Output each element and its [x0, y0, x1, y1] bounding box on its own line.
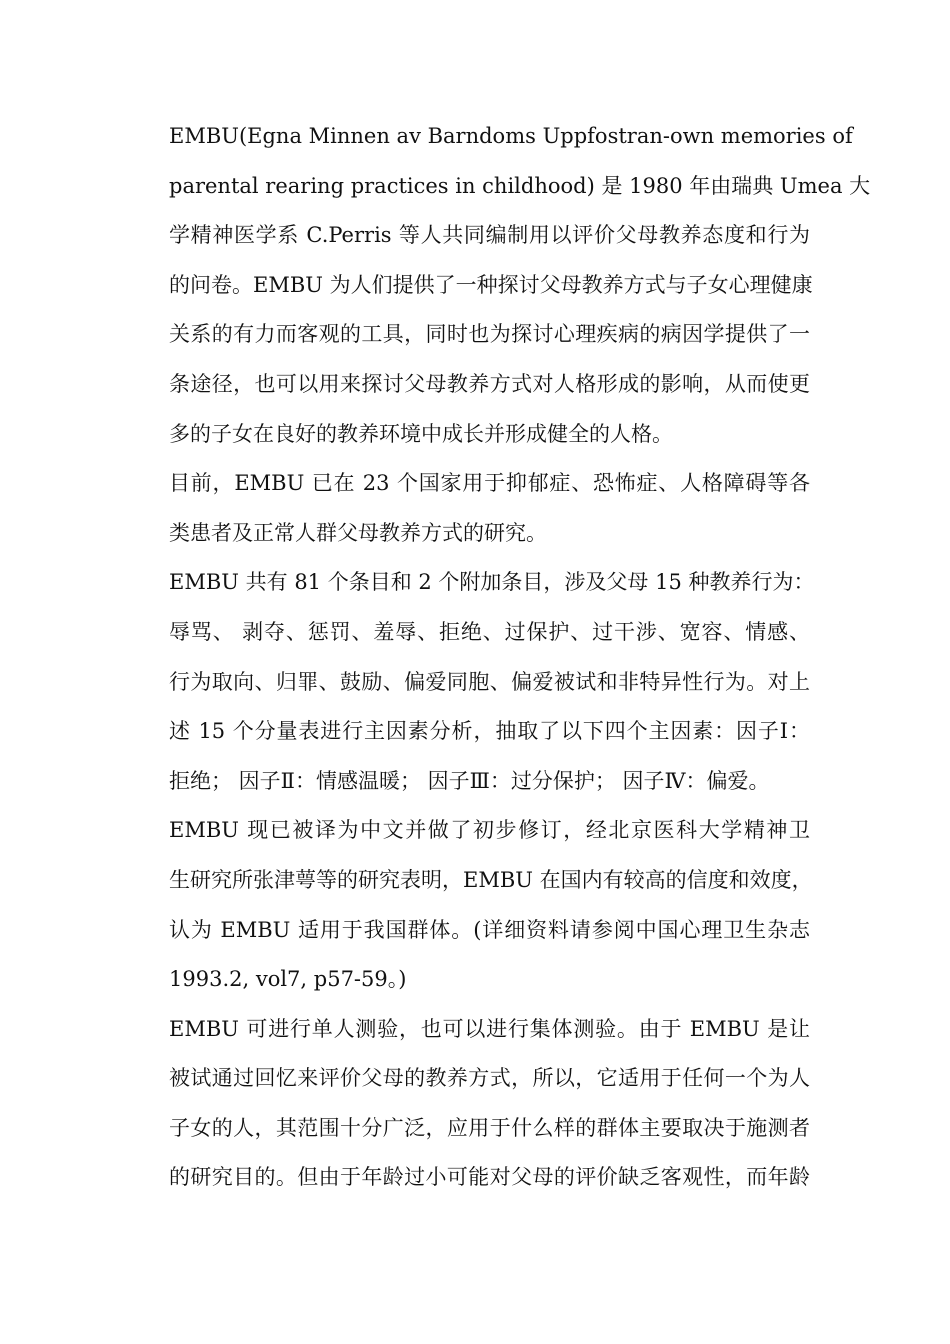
text-line: 生研究所张津萼等的研究表明，EMBU 在国内有较高的信度和效度，: [169, 867, 813, 892]
text-line: 认为 EMBU 适用于我国群体。(详细资料请参阅中国心理卫生杂志: [169, 917, 810, 942]
paragraph-items-factors: [145, 558, 815, 806]
text-line: 辱骂、 剥夺、惩罚、羞辱、拒绝、过保护、过干涉、宽容、情感、: [169, 619, 810, 644]
text-line: 行为取向、归罪、鼓励、偏爱同胞、偏爱被试和非特异性行为。对上: [169, 669, 810, 694]
text-line: EMBU 共有 81 个条目和 2 个附加条目，涉及父母 15 种教养行为：: [169, 570, 815, 595]
text-line: parental rearing practices in childhood) 是 1980 年由瑞典 Umea 大: [169, 173, 871, 198]
text-line: 拒绝； 因子Ⅱ：情感温暖； 因子Ⅲ：过分保护； 因子Ⅳ：偏爱。: [169, 768, 770, 793]
text-line: 的研究目的。但由于年龄过小可能对父母的评价缺乏客观性，而年龄: [169, 1165, 810, 1190]
text-line: 述 15 个分量表进行主因素分析，抽取了以下四个主因素：因子Ⅰ：: [169, 719, 810, 744]
paragraph-chinese-revision: [145, 806, 813, 1004]
text-line: 被试通过回忆来评价父母的教养方式，所以，它适用于任何一个为人: [169, 1066, 810, 1091]
text-line: 关系的有力而客观的工具，同时也为探讨心理疾病的病因学提供了一: [169, 322, 810, 347]
text-line: 子女的人，其范围十分广泛，应用于什么样的群体主要取决于施测者: [169, 1115, 810, 1140]
text-line: EMBU 现已被译为中文并做了初步修订，经北京医科大学精神卫: [169, 818, 810, 843]
text-line: EMBU(Egna Minnen av Barndoms Uppfostran-own memories of: [169, 124, 853, 148]
text-line: 条途径，也可以用来探讨父母教养方式对人格形成的影响，从而使更: [169, 371, 810, 396]
paragraph-usage-countries: [145, 459, 810, 558]
text-line: 的问卷。EMBU 为人们提供了一种探讨父母教养方式与子女心理健康: [169, 272, 813, 297]
paragraph-test-administration: [145, 1005, 810, 1203]
document-body: [145, 112, 871, 1203]
text-line: 多的子女在良好的教养环境中成长并形成健全的人格。: [169, 421, 673, 446]
text-line: 1993.2, vol7, p57-59。): [169, 967, 407, 992]
text-line: 学精神医学系 C.Perris 等人共同编制用以评价父母教养态度和行为: [169, 223, 810, 248]
paragraph-embu-intro: [145, 112, 871, 459]
text-line: 类患者及正常人群父母教养方式的研究。: [169, 520, 547, 545]
text-line: EMBU 可进行单人测验，也可以进行集体测验。由于 EMBU 是让: [169, 1016, 810, 1041]
text-line: 目前，EMBU 已在 23 个国家用于抑郁症、恐怖症、人格障碍等各: [169, 471, 810, 496]
